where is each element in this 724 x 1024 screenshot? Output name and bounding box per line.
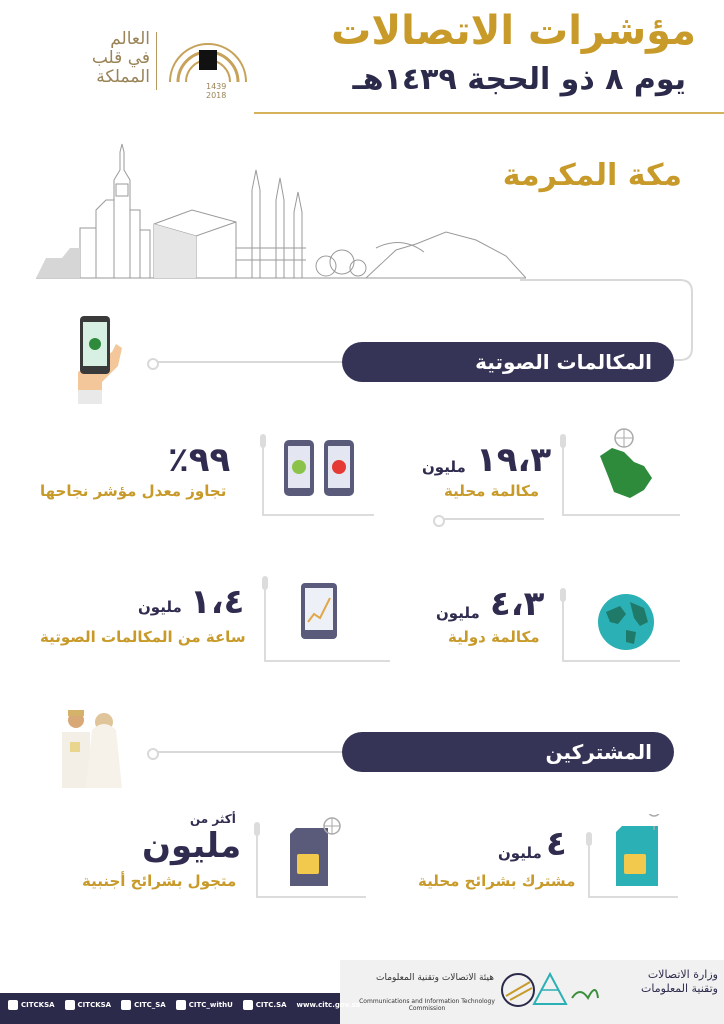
youtube-icon	[65, 1000, 75, 1010]
stat-unit-call-hours: مليون	[138, 598, 182, 616]
foreign-sim-card-icon	[288, 816, 344, 888]
social-link-twitter-withu[interactable]	[176, 1000, 233, 1010]
twitter-icon	[121, 1000, 131, 1010]
saudi-map-icon	[594, 426, 660, 502]
stat-value-roamers: مليون	[142, 826, 242, 866]
phone-in-hand-icon	[72, 312, 128, 404]
emblem-line-3: المملكة	[96, 67, 150, 87]
stat-value-local-calls: ١٩،٣	[476, 440, 552, 480]
page-title: مؤشرات الاتصالات	[331, 8, 696, 54]
commission-name-en: Communications and Information Technology Commission	[359, 998, 495, 1012]
stat-prefix-roamers: أكثر من	[190, 812, 236, 826]
stat-unit-local-sims: مليون	[498, 844, 542, 862]
subscribers-section-line	[150, 751, 350, 753]
pilgrims-icon	[56, 708, 126, 790]
stat-unit-international-calls: مليون	[436, 604, 480, 622]
social-link-instagram[interactable]	[8, 1000, 55, 1010]
footer-social-links	[8, 1000, 360, 1010]
stat-value-local-sims: ٤	[546, 824, 567, 864]
stat-caption-call-hours: ساعة من المكالمات الصوتية	[40, 628, 246, 646]
stat-caption-roamers: متجول بشرائح أجنبية	[82, 872, 237, 890]
social-handle: CITCKSA	[77, 1001, 112, 1009]
facebook-icon	[243, 1000, 253, 1010]
voice-section-line	[150, 361, 350, 363]
globe-icon	[596, 592, 656, 652]
ministry-line-1: وزارة الاتصالات	[647, 968, 718, 981]
ministry-name	[600, 968, 718, 996]
page-subtitle: يوم ٨ ذو الحجة ١٤٣٩هـ	[352, 62, 686, 97]
stat-unit-local-calls: مليون	[422, 458, 466, 476]
stat-caption-success-rate: تجاوز معدل مؤشر نجاحها	[40, 482, 227, 500]
section-bar-voice: المكالمات الصوتية	[342, 342, 674, 382]
emblem-year-gregorian: 2018	[206, 91, 227, 100]
social-link-facebook[interactable]	[243, 1000, 287, 1010]
stat-caption-local-sims: مشترك بشرائح محلية	[418, 872, 576, 890]
stat-caption-international-calls: مكالمة دولية	[448, 628, 540, 646]
social-handle: CITCKSA	[21, 1001, 55, 1009]
twitter-icon	[176, 1000, 186, 1010]
social-handle: CITC_withU	[188, 1001, 233, 1009]
stat-caption-local-calls: مكالمة محلية	[444, 482, 540, 500]
local-sim-card-icon	[614, 814, 666, 888]
stat-value-call-hours: ١،٤	[190, 582, 245, 622]
emblem-year	[206, 82, 226, 100]
social-handle: CITC_SA	[134, 1001, 166, 1009]
stat-line-local-calls	[436, 518, 544, 520]
instagram-icon	[8, 1000, 18, 1010]
social-link-twitter[interactable]	[121, 1000, 166, 1010]
emblem-separator	[156, 32, 157, 90]
emblem-text	[70, 30, 150, 87]
ministry-logo-icon	[528, 968, 600, 1008]
header-divider	[254, 112, 724, 114]
emblem-line-2: في قلب	[91, 48, 150, 68]
kaaba-emblem-icon	[166, 22, 250, 86]
stat-value-success-rate: ٩٩٪	[168, 440, 231, 480]
social-handle: CITC.SA	[255, 1001, 287, 1009]
social-link-youtube[interactable]	[65, 1000, 112, 1010]
website-link[interactable]	[297, 1001, 361, 1009]
emblem-year-hijri: 1439	[206, 82, 227, 91]
emblem-line-1: العالم	[110, 29, 150, 49]
commission-name-ar: هيئة الاتصالات وتقنية المعلومات	[376, 973, 494, 983]
stat-value-international-calls: ٤،٣	[490, 584, 545, 624]
two-phones-icon	[282, 438, 356, 498]
ministry-line-2: وتقنية المعلومات	[641, 982, 718, 995]
city-name: مكة المكرمة	[502, 158, 682, 193]
mecca-skyline-illustration	[36, 140, 526, 280]
section-bar-subscribers: المشتركين	[342, 732, 674, 772]
tablet-chart-icon	[300, 582, 338, 640]
website-url: www.citc.gov.sa	[296, 1001, 361, 1009]
